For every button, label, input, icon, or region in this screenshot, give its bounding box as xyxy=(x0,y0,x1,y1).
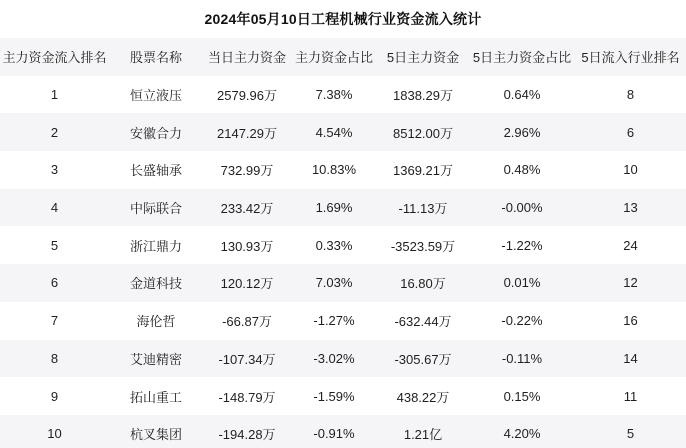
table-cell: 12 xyxy=(623,275,638,291)
table-cell: -632.44万 xyxy=(394,314,452,330)
table-cell: 732.99万 xyxy=(220,163,274,179)
fund-flow-table xyxy=(0,38,686,448)
column-header: 5日主力资金占比 xyxy=(472,50,572,66)
table-row xyxy=(0,302,686,340)
table-cell: 9 xyxy=(50,388,59,404)
table-cell: 中际联合 xyxy=(129,201,182,217)
table-header-row xyxy=(0,38,686,76)
table-row xyxy=(0,377,686,415)
column-header: 主力资金占比 xyxy=(294,50,373,66)
table-cell: 拓山重工 xyxy=(129,389,182,405)
table-cell: -3.02% xyxy=(313,350,355,366)
column-header: 5日流入行业排名 xyxy=(581,50,680,66)
table-cell: 0.33% xyxy=(315,237,353,253)
table-cell: -305.67万 xyxy=(394,351,452,367)
table-cell: -66.87万 xyxy=(222,314,272,330)
table-cell: 16.80万 xyxy=(400,276,446,292)
table-cell: 1 xyxy=(50,87,59,103)
table-cell: -0.11% xyxy=(501,350,543,366)
table-cell: 10.83% xyxy=(311,162,357,178)
table-cell: 杭叉集团 xyxy=(129,427,182,443)
table-cell: 24 xyxy=(623,237,638,253)
table-cell: 3 xyxy=(50,162,59,178)
table-row xyxy=(0,264,686,302)
table-cell: 11 xyxy=(623,388,638,404)
table-row xyxy=(0,226,686,264)
table-cell: -1.22% xyxy=(501,237,543,253)
table-cell: 海伦哲 xyxy=(136,314,176,330)
table-cell: 4.20% xyxy=(503,426,541,442)
table-cell: 4 xyxy=(50,200,59,216)
table-cell: 4.54% xyxy=(315,124,353,140)
table-cell: 长盛轴承 xyxy=(129,163,182,179)
table-cell: 6 xyxy=(50,275,59,291)
table-cell: 7.03% xyxy=(315,275,353,291)
table-cell: -0.91% xyxy=(313,426,355,442)
table-cell: -0.00% xyxy=(501,200,543,216)
table-cell: -1.27% xyxy=(313,313,355,329)
column-header: 5日主力资金 xyxy=(386,50,460,66)
table-cell: 0.64% xyxy=(503,87,541,103)
table-cell: 10 xyxy=(47,426,62,442)
table-row xyxy=(0,340,686,378)
table-cell: 0.48% xyxy=(503,162,541,178)
table-cell: 5 xyxy=(626,426,635,442)
table-cell: 0.15% xyxy=(503,388,541,404)
table-cell: 7 xyxy=(50,313,59,329)
table-cell: -107.34万 xyxy=(218,351,276,367)
table-cell: 1838.29万 xyxy=(393,88,453,104)
table-cell: 438.22万 xyxy=(396,389,450,405)
table-cell: 7.38% xyxy=(315,87,353,103)
column-header: 主力资金流入排名 xyxy=(2,50,107,66)
table-row xyxy=(0,113,686,151)
page-title: 2024年05月10日工程机械行业资金流入统计 xyxy=(204,11,482,27)
table-row xyxy=(0,189,686,227)
table-cell: 1.69% xyxy=(315,200,353,216)
table-cell: 2.96% xyxy=(503,124,541,140)
table-cell: -3523.59万 xyxy=(390,238,456,254)
table-cell: 浙江鼎力 xyxy=(129,238,182,254)
table-row xyxy=(0,151,686,189)
column-header: 当日主力资金 xyxy=(207,50,286,66)
table-cell: -11.13万 xyxy=(398,201,448,217)
table-cell: 6 xyxy=(626,124,635,140)
table-cell: 1369.21万 xyxy=(393,163,453,179)
table-cell: 安徽合力 xyxy=(129,125,182,141)
table-cell: 5 xyxy=(50,237,59,253)
table-cell: 1.21亿 xyxy=(403,427,443,443)
table-cell: -0.22% xyxy=(501,313,543,329)
table-cell: 233.42万 xyxy=(220,201,274,217)
table-row xyxy=(0,415,686,448)
table-row xyxy=(0,76,686,114)
table-cell: 0.01% xyxy=(503,275,541,291)
table-cell: 8 xyxy=(50,350,59,366)
table-cell: 金道科技 xyxy=(129,276,182,292)
table-cell: 14 xyxy=(623,350,638,366)
column-header: 股票名称 xyxy=(129,50,182,66)
table-cell: 130.93万 xyxy=(220,238,274,254)
table-cell: 恒立液压 xyxy=(129,88,182,104)
table-cell: 10 xyxy=(623,162,638,178)
table-cell: 16 xyxy=(623,313,638,329)
table-cell: 120.12万 xyxy=(220,276,274,292)
table-cell: -1.59% xyxy=(313,388,355,404)
table-cell: 艾迪精密 xyxy=(129,351,182,367)
table-cell: 2579.96万 xyxy=(217,88,277,104)
table-cell: -194.28万 xyxy=(218,427,276,443)
table-cell: 8512.00万 xyxy=(393,125,453,141)
table-cell: -148.79万 xyxy=(218,389,276,405)
table-cell: 8 xyxy=(626,87,635,103)
table-cell: 2 xyxy=(50,124,59,140)
table-cell: 2147.29万 xyxy=(217,125,277,141)
table-cell: 13 xyxy=(623,200,638,216)
